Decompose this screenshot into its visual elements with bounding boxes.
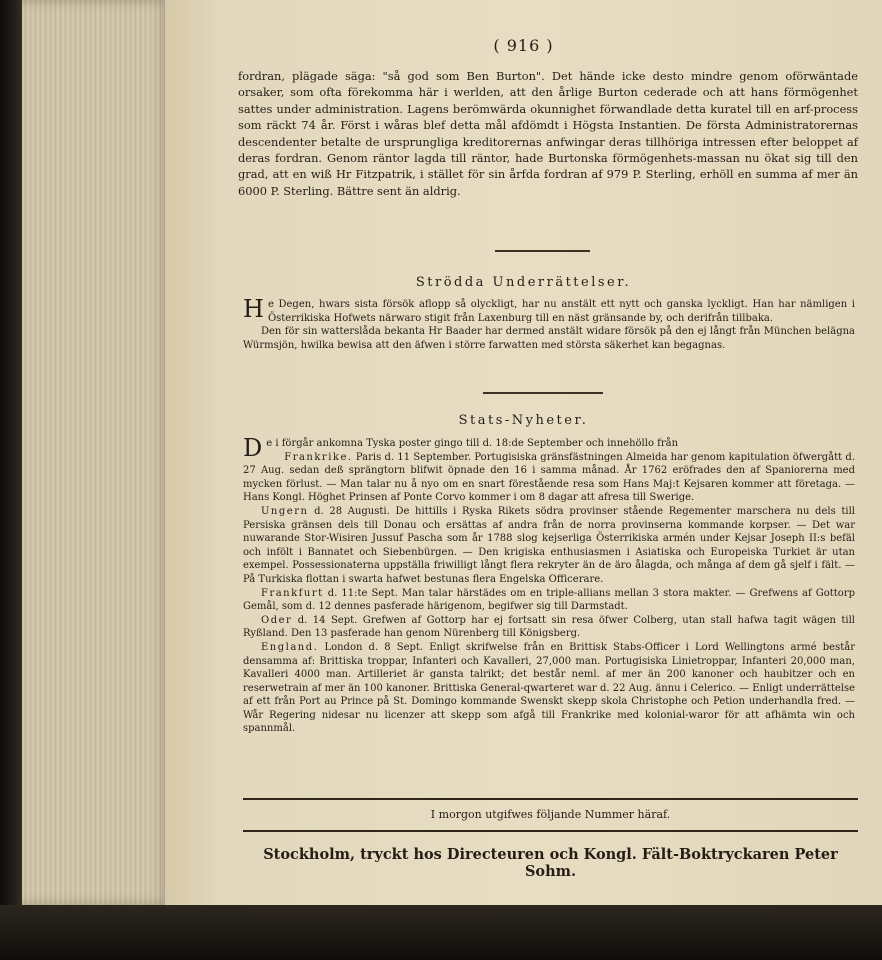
news-intro: De i förgår ankomna Tyska poster gingo till d. 18:de September och innehöllo från (243, 434, 679, 462)
divider (243, 830, 858, 832)
news-item: Frankfurt d. 11:te Sept. Man talar härstädes om en triple-allians mellan 3 stora makter. — Grefwens af Gottorp Gemål, som d. 12 dennes pasferade härigenom, begifwer sig till Darmstadt. (243, 587, 855, 613)
news-item: Ungern d. 28 Augusti. De hittills i Ryska Rikets södra provinser stående Regementer marschera nu dels till Persiska gränsen dels till Donau och ersättas af andra från de norra provinserna kommande korpser. — Det war nuwarande Stor-Wisiren Jussuf Pascha som år 1788 slog kejserliga Österrikiska armén under Kejsar Joseph II:s befäl och infölt i Bannatet och Siebenbürgen. — Den krigiska enthusiasmen i Asiatiska och Europeiska Turkiet är utan exempel. Possessionaterna uppställa friwilligt långt flera rekryter än de äro ålagda, och många af dem gå sjelf i fält. — På Turkiska flottan i swarta hafwet bestunas flera Engelska Officerare. (243, 505, 855, 585)
page-number: ( 916 ) (493, 36, 554, 55)
section-title-state-news: Stats-Nyheter. (458, 413, 589, 428)
notice-paragraph: He Degen, hwars sista försök aflopp så olyckligt, har nu anstält ett nytt och ganska lyckligt. Han har nämligen i Österrikiska Hofwets närwaro stigit från Laxenburg till en näst gränsande by, och derifrån tillbaka. (243, 295, 855, 324)
notices-section (243, 295, 855, 352)
divider (243, 798, 858, 800)
state-news-section (243, 434, 855, 736)
drop-cap: H (243, 295, 264, 323)
imprint: Stockholm, tryckt hos Directeuren och Kongl. Fält-Boktryckaren Peter Sohm. (263, 846, 838, 880)
divider (483, 392, 603, 394)
section-title-notices: Strödda Underrättelser. (415, 275, 632, 290)
news-item: England. London d. 8 Sept. Enligt skrifwelse från en Brittisk Stabs-Officer i Lord Wellingtons armé består densamma af: Brittiska troppar, Infanteri och Kavalleri, 27,000 man. Portugisiska Linietroppar, Infanteri 20,000 man, Kavalleri 4000 man. Artilleriet är gansta talrikt; det består neml. af mer än 200 kanoner och haubitzer och en reserwetrain af mer än 100 kanoner. Brittiska General-qwarteret war d. 22 Aug. ännu i Celerico. — Enligt underrättelse af ett från Port au Prince på St. Domingo kommande Swenskt skepp skola Christophe och Petion underhandla fred. — Wår Regering nidesar nu licenzer att skepp som afgå till Frankrike med kolonial-waror för att afhämta win och spannmål. (243, 641, 855, 735)
announcement: I morgon utgifwes följande Nummer häraf. (430, 808, 671, 821)
article-text: fordran, plägade säga: "så god som Ben Burton". Det hände icke desto mindre genom oförwäntade orsaker, som ofta förekomma här i werlden, att den årlige Burton cederade och att hans förmögenhet sattes under administration. Lagens berömwärda okunnighet förwandlade detta kuratel till en arf-process som räckt 74 år. Först i wåras blef detta mål afdömdt i Högsta Instantien. De första Administratorernas descendenter betalte de ursprungliga kreditorernas anfwingar deras tillhöriga intressen efter beloppet af deras fordran. Genom räntor lagda till räntor, hade Burtonska förmögenhets-massan nu ökat sig till den grad, att en wiß Hr Fitzpatrik, i stället för sin årfda fordran af 979 P. Sterling, erhöll en summa af mer än 6000 P. Sterling. Bättre sent än aldrig. (238, 69, 858, 198)
page-edges (22, 0, 172, 905)
news-item: Oder d. 14 Sept. Grefwen af Gottorp har ej fortsatt sin resa öfwer Colberg, utan stall hafwa tagit wägen till Ryßland. Den 13 pasferade han genom Nürenberg till Königsberg. (243, 614, 855, 640)
news-item: Frankrike. Paris d. 11 September. Portugisiska gränsfästningen Almeida har genom kapitulation öfwergått d. 27 Aug. sedan deß sprängtorn blifwit öpnade den 16 i samma månad. År 1762 eröfrades den af Spaniorerna med mycken förlust. — Man talar nu å nyo om en snart förestående resa som Hans Maj:t Kejsaren kommer att företaga. — Hans Kongl. Höghet Prinsen af Ponte Corvo kommer i om 8 dagar att afresa till Swerige. (243, 451, 855, 504)
background-shadow (0, 905, 882, 960)
drop-cap: D (243, 434, 263, 462)
divider (495, 250, 590, 252)
notice-paragraph: Den för sin watterslåda bekanta Hr Baader har dermed anstält widare försök på den ej långt från München belägna Würmsjön, hwilka bewisa att den äfwen i större farwatten med största säkerhet kan begagnas. (243, 326, 855, 351)
document-page (165, 0, 882, 905)
